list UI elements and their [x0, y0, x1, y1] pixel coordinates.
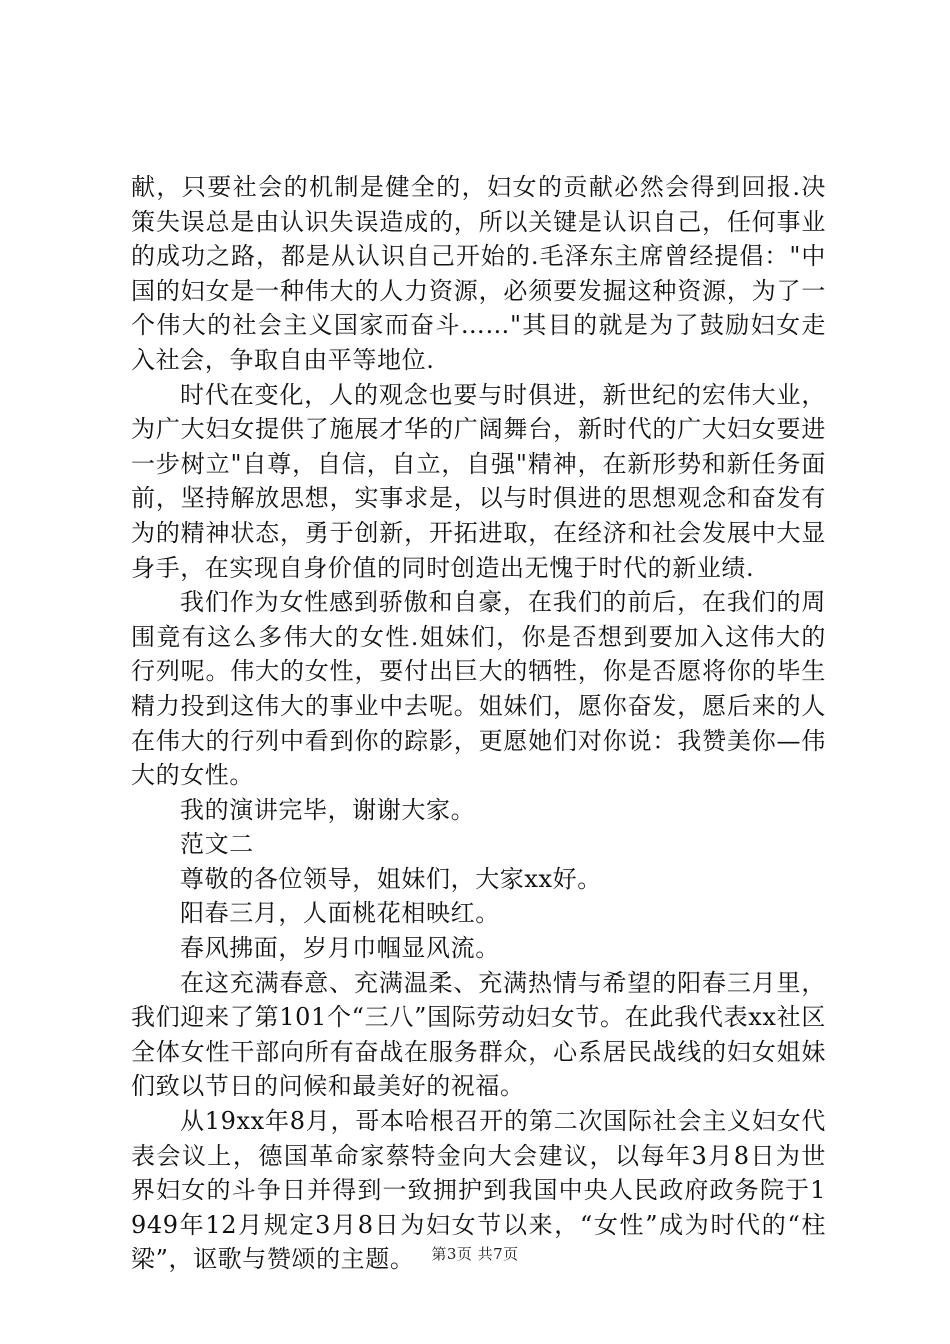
paragraph-times-change: 时代在变化，人的观念也要与时俱进，新世纪的宏伟大业，为广大妇女提供了施展才华的广阔舞台，新时代的广大妇女要进一步树立"自尊，自信，自立，自强"精神，在新形势和新任务面前，坚持解放思想，实事求是，以与时俱进的思想观念和奋发有为的精神状态，勇于创新，开拓进取，在经济和社会发展中大显身手，在实现自身价值的同时创造出无愧于时代的新业绩. [131, 380, 826, 582]
paragraph-women-pride: 我们作为女性感到骄傲和自豪，在我们的前后，在我们的周围竟有这么多伟大的女性.姐妹们，你是否想到要加入这伟大的行列呢。伟大的女性，要付出巨大的牺牲，你是否愿将你的毕生精力投到这伟大的事业中去呢。姐妹们，愿你奋发，愿后来的人在伟大的行列中看到你的踪影，更愿她们对你说：我赞美你—伟大的女性。 [131, 588, 826, 790]
paragraph-festival-greeting: 在这充满春意、充满温柔、充满热情与希望的阳春三月里，我们迎来了第101个“三八”国际劳动妇女节。在此我代表xx社区全体女性干部向所有奋战在服务群众，心系居民战线的妇女姐妹们致以节日的问候和最美好的祝福。 [131, 968, 826, 1101]
document-body [131, 170, 826, 1277]
paragraph-closing-thanks: 我的演讲完毕，谢谢大家。 [180, 795, 476, 824]
paragraph-greeting: 尊敬的各位领导，姐妹们，大家xx好。 [180, 864, 602, 893]
paragraph-history: 从19xx年8月，哥本哈根召开的第二次国际社会主义妇女代表会议上，德国革命家蔡特金向大会建议，以每年3月8日为世界妇女的斗争日并得到一致拥护到我国中央人民政府政务院于1949年12月规定3月8日为妇女节以来，“女性”成为时代的“柱梁”，讴歌与赞颂的主题。 [131, 1107, 826, 1274]
paragraph-continuation: 献，只要社会的机制是健全的，妇女的贡献必然会得到回报.决策失误总是由认识失误造成的，所以关键是认识自己，任何事业的成功之路，都是从认识自己开始的.毛泽东主席曾经提倡："中国的妇女是一种伟大的人力资源，必须要发掘这种资源，为了一个伟大的社会主义国家而奋斗……"其目的就是为了鼓励妇女走入社会，争取自由平等地位. [131, 173, 826, 374]
page-number-footer: 第3页 共7页 [431, 1245, 519, 1263]
paragraph-verse-line-1: 阳春三月，人面桃花相映红。 [180, 899, 500, 928]
paragraph-verse-line-2: 春风拂面，岁月巾帼显风流。 [180, 934, 500, 963]
section-heading-sample-two: 范文二 [180, 830, 254, 859]
